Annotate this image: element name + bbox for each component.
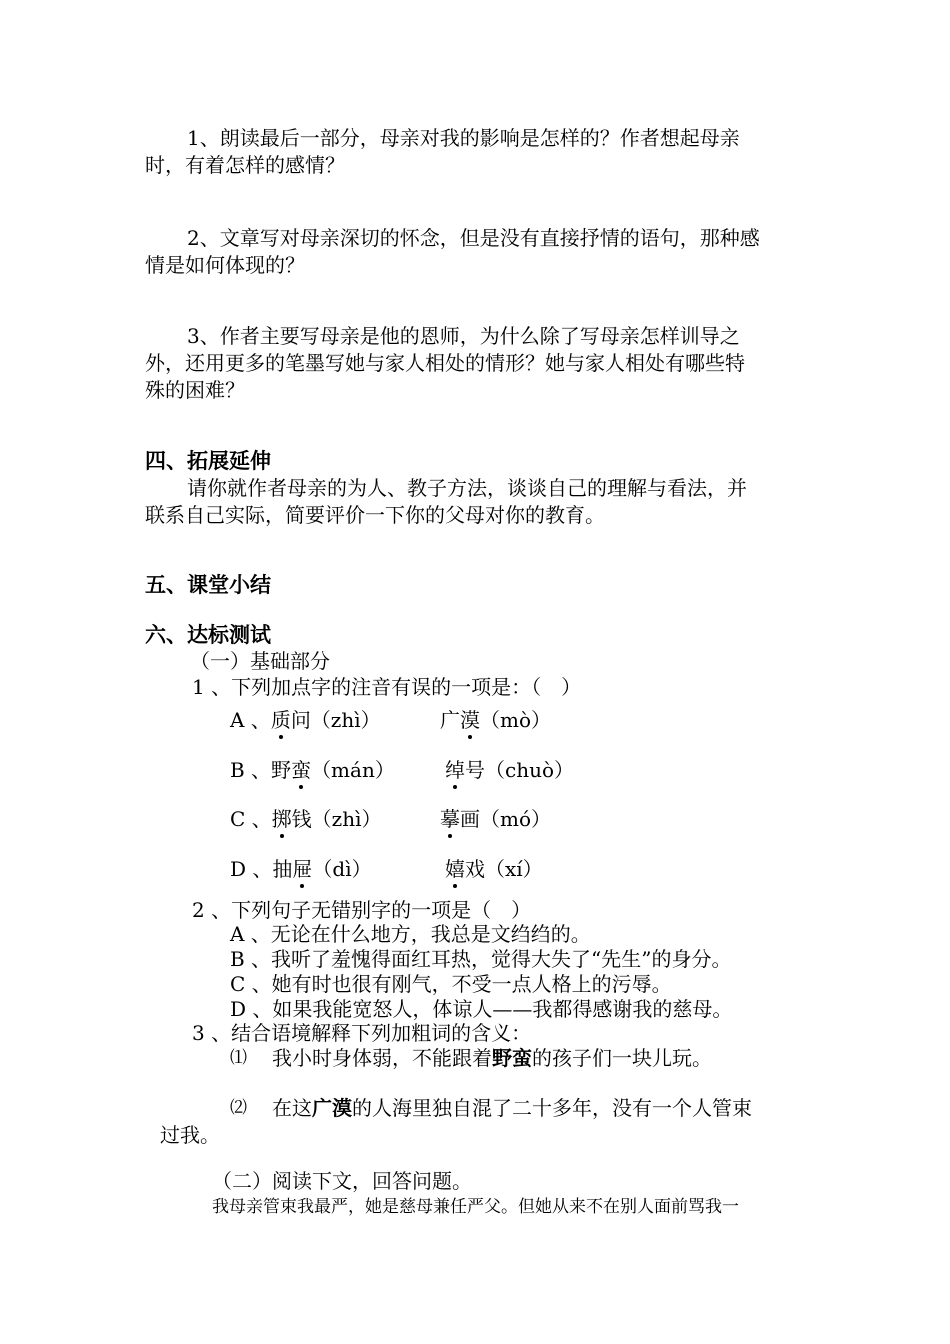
section6-heading: 六、达标测试 [145, 623, 271, 647]
item2-option-c: C 、她有时也很有刚气，不受一点人格上的污辱。 [230, 972, 672, 996]
emphasis-dot-char: 摹 [440, 807, 460, 831]
item3-s1: 我小时身体弱，不能跟着野蛮的孩子们一块儿玩。 [272, 1046, 712, 1070]
q1-line2: 时，有着怎样的感情？ [145, 153, 345, 177]
item1-stem: 1 、下列加点字的注音有误的一项是：（ ） [192, 675, 582, 699]
part1-heading: （一）基础部分 [190, 649, 330, 673]
item1-option-b: B 、野蛮（mán） [230, 758, 395, 782]
item3-stem: 3 、结合语境解释下列加粗词的含义： [192, 1021, 532, 1045]
emphasis-dot-char: 屉 [292, 857, 313, 881]
item1-option-b-second: 绰号（chuò） [445, 758, 575, 782]
item3-s2-line2: 过我。 [160, 1123, 220, 1147]
item1-option-d: D 、抽屉（dì） [230, 857, 372, 881]
q2-line2: 情是如何体现的？ [145, 253, 305, 277]
item1-option-a-second: 广漠（mò） [440, 708, 552, 732]
part2-heading: （二）阅读下文，回答问题。 [212, 1169, 472, 1193]
item1-option-a: A 、质问（zhì） [230, 708, 381, 732]
passage-line1: 我母亲管束我最严，她是慈母兼任严父。但她从来不在别人面前骂我一 [212, 1197, 739, 1217]
emphasis-dot-char: 漠 [460, 708, 480, 732]
item2-option-d: D 、如果我能宽怒人，体谅人——我都得感谢我的慈母。 [230, 997, 733, 1021]
q2-line1: 2、文章写对母亲深切的怀念，但是没有直接抒情的语句，那种感 [187, 226, 760, 250]
emphasis-dot-char: 质 [270, 708, 291, 732]
section4-heading: 四、拓展延伸 [145, 449, 271, 473]
q1-line1: 1、朗读最后一部分，母亲对我的影响是怎样的？作者想起母亲 [187, 126, 740, 150]
section4-line1: 请你就作者母亲的为人、教子方法，谈谈自己的理解与看法，并 [187, 476, 747, 500]
q3-line3: 殊的困难？ [145, 378, 245, 402]
item1-option-d-second: 嬉戏（xí） [445, 857, 543, 881]
emphasis-dot-char: 掷 [271, 807, 292, 831]
item1-option-c: C 、掷钱（zhì） [230, 807, 382, 831]
item2-stem: 2 、下列句子无错别字的一项是（ ） [192, 898, 532, 922]
item2-option-b: B 、我听了羞愧得面红耳热，觉得大失了“先生”的身分。 [230, 947, 732, 971]
emphasis-dot-char: 绰 [445, 758, 465, 782]
bold-word: 广漠 [312, 1096, 352, 1120]
section4-line2: 联系自己实际，简要评价一下你的父母对你的教育。 [145, 503, 605, 527]
item2-option-a: A 、无论在什么地方，我总是文绉绉的。 [230, 922, 591, 946]
q3-line1: 3、作者主要写母亲是他的恩师，为什么除了写母亲怎样训导之 [187, 324, 740, 348]
emphasis-dot-char: 蛮 [291, 758, 312, 782]
item1-option-c-second: 摹画（mó） [440, 807, 552, 831]
item3-s1-number: ⑴ [230, 1048, 247, 1068]
section5-heading: 五、课堂小结 [145, 573, 271, 597]
bold-word: 野蛮 [492, 1046, 532, 1070]
item3-s2-number: ⑵ [230, 1098, 247, 1118]
item3-s2: 在这广漠的人海里独自混了二十多年，没有一个人管束 [272, 1096, 752, 1120]
emphasis-dot-char: 嬉 [445, 857, 465, 881]
q3-line2: 外，还用更多的笔墨写她与家人相处的情形？她与家人相处有哪些特 [145, 351, 745, 375]
